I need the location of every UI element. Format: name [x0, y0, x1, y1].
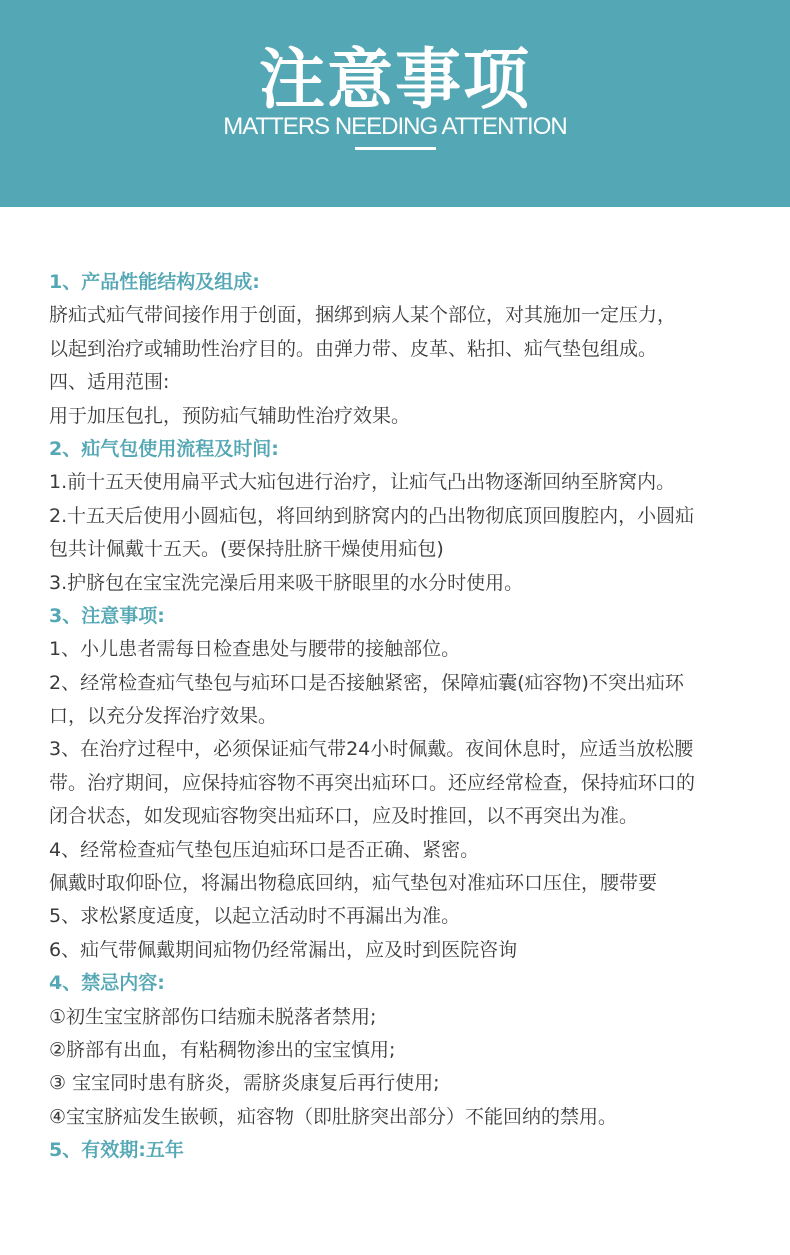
line-21: 6、疝气带佩戴期间疝物仍经常漏出，应及时到医院咨询 [49, 938, 518, 961]
line-5: 用于加压包扎，预防疝气辅助性治疗效果。 [49, 404, 411, 427]
line-25: ③ 宝宝同时患有脐炎，需脐炎康复后再行使用; [49, 1072, 440, 1095]
line-2: 脐疝式疝气带间接作用于创面，捆绑到病人某个部位，对其施加一定压力， [49, 304, 677, 327]
line-19: 佩戴时取仰卧位，将漏出物稳底回纳，疝气垫包对准疝环口压住，腰带要 [49, 872, 658, 895]
line-24: ②脐部有出血，有粘稠物渗出的宝宝慎用; [49, 1038, 396, 1061]
line-17: 闭合状态，如发现疝容物突出疝环口，应及时推回，以不再突出为准。 [49, 805, 639, 828]
line-8: 2.十五天后使用小圆疝包，将回纳到脐窝内的凸出物彻底顶回腹腔内，小圆疝 [49, 504, 695, 527]
notes-content [49, 266, 749, 1168]
line-14: 口，以充分发挥治疗效果。 [49, 705, 278, 728]
line-9: 包共计佩戴十五天。(要保持肚脐干燥使用疝包) [49, 538, 444, 561]
line-3: 以起到治疗或辅助性治疗目的。由弹力带、皮革、粘扣、疝气垫包组成。 [49, 337, 658, 360]
line-13: 2、经常检查疝气垫包与疝环口是否接触紧密，保障疝囊(疝容物)不突出疝环 [49, 671, 684, 694]
section-heading: 3、注意事项: [49, 604, 165, 627]
line-15: 3、在治疗过程中，必须保证疝气带24小时佩戴。夜间休息时，应适当放松腰 [49, 738, 694, 761]
line-10: 3.护脐包在宝宝洗完澡后用来吸干脐眼里的水分时使用。 [49, 571, 524, 594]
line-20: 5、求松紧度适度，以起立活动时不再漏出为准。 [49, 905, 461, 928]
line-18: 4、经常检查疝气垫包压迫疝环口是否正确、紧密。 [49, 838, 480, 861]
section-heading: 1、产品性能结构及组成: [49, 271, 260, 293]
header-banner [0, 0, 790, 207]
title-underline [355, 147, 436, 150]
section-heading: 4、禁忌内容: [49, 972, 165, 995]
line-7: 1.前十五天使用扁平式大疝包进行治疗，让疝气凸出物逐渐回纳至脐窝内。 [49, 471, 676, 494]
line-16: 带。治疗期间，应保持疝容物不再突出疝环口。还应经常检查，保持疝环口的 [49, 771, 696, 794]
line-23: ①初生宝宝脐部伤口结痂未脱落者禁用; [49, 1005, 377, 1028]
section-heading: 2、疝气包使用流程及时间: [49, 437, 279, 460]
section-heading: 5、有效期:五年 [49, 1139, 184, 1162]
page-subtitle: MATTERS NEEDING ATTENTION [223, 113, 567, 140]
line-4: 四、适用范围: [49, 371, 170, 394]
page-title: 注意事项 [259, 41, 531, 118]
line-12: 1、小儿患者需每日检查患处与腰带的接触部位。 [49, 638, 461, 661]
line-26: ④宝宝脐疝发生嵌顿，疝容物（即肚脐突出部分）不能回纳的禁用。 [49, 1105, 618, 1128]
